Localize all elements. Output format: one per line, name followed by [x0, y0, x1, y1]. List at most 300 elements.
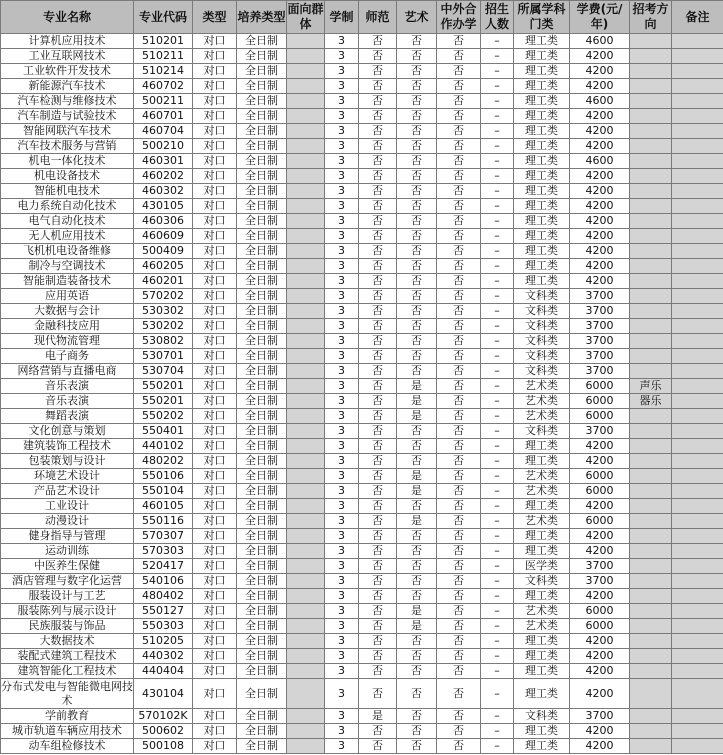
- cell-normal: 否: [359, 274, 397, 289]
- cell-normal: 否: [359, 64, 397, 79]
- header-cell-discipline: 所属学科门类: [514, 1, 570, 34]
- cell-type: 对口: [193, 259, 237, 274]
- cell-enrollment: –: [481, 79, 514, 94]
- cell-enrollment: –: [481, 574, 514, 589]
- cell-training-type: 全日制: [237, 634, 287, 649]
- cell-duration: 3: [325, 634, 359, 649]
- cell-major-name: 无人机应用技术: [1, 229, 134, 244]
- cell-remarks: [672, 529, 723, 544]
- cell-major-code: 570303: [134, 544, 193, 559]
- cell-major-name: 现代物流管理: [1, 334, 134, 349]
- cell-remarks: [672, 229, 723, 244]
- cell-discipline: 文科类: [514, 424, 570, 439]
- cell-discipline: 理工类: [514, 454, 570, 469]
- cell-type: 对口: [193, 619, 237, 634]
- cell-discipline: 文科类: [514, 574, 570, 589]
- cell-training-type: 全日制: [237, 304, 287, 319]
- cell-remarks: [672, 319, 723, 334]
- cell-enrollment: –: [481, 94, 514, 109]
- cell-exam-direction: [630, 259, 672, 274]
- cell-normal: 否: [359, 739, 397, 754]
- cell-normal: 否: [359, 529, 397, 544]
- cell-joint-program: 否: [437, 604, 481, 619]
- cell-joint-program: 否: [437, 274, 481, 289]
- cell-normal: 否: [359, 619, 397, 634]
- cell-tuition: 4200: [570, 139, 630, 154]
- cell-major-name: 学前教育: [1, 709, 134, 724]
- table-row: [1, 94, 723, 109]
- cell-major-name: 运动训练: [1, 544, 134, 559]
- cell-type: 对口: [193, 469, 237, 484]
- cell-joint-program: 否: [437, 709, 481, 724]
- cell-target-group: [287, 604, 325, 619]
- cell-remarks: [672, 604, 723, 619]
- cell-remarks: [672, 379, 723, 394]
- cell-tuition: 4200: [570, 64, 630, 79]
- cell-training-type: 全日制: [237, 394, 287, 409]
- cell-discipline: 理工类: [514, 34, 570, 49]
- cell-remarks: [672, 124, 723, 139]
- cell-art: 否: [397, 274, 437, 289]
- cell-exam-direction: [630, 169, 672, 184]
- cell-art: 否: [397, 679, 437, 709]
- cell-type: 对口: [193, 724, 237, 739]
- cell-remarks: [672, 544, 723, 559]
- cell-training-type: 全日制: [237, 559, 287, 574]
- cell-art: 否: [397, 184, 437, 199]
- header-cell-major-name: 专业名称: [1, 1, 134, 34]
- cell-exam-direction: [630, 619, 672, 634]
- cell-type: 对口: [193, 139, 237, 154]
- cell-exam-direction: [630, 604, 672, 619]
- cell-remarks: [672, 304, 723, 319]
- cell-remarks: [672, 64, 723, 79]
- cell-training-type: 全日制: [237, 154, 287, 169]
- cell-enrollment: –: [481, 514, 514, 529]
- cell-duration: 3: [325, 79, 359, 94]
- cell-training-type: 全日制: [237, 319, 287, 334]
- cell-joint-program: 否: [437, 409, 481, 424]
- cell-joint-program: 否: [437, 154, 481, 169]
- cell-normal: 否: [359, 154, 397, 169]
- cell-joint-program: 否: [437, 454, 481, 469]
- header-cell-training-type: 培养类型: [237, 1, 287, 34]
- cell-exam-direction: [630, 289, 672, 304]
- cell-type: 对口: [193, 544, 237, 559]
- cell-enrollment: –: [481, 679, 514, 709]
- header-row: [1, 1, 723, 34]
- cell-tuition: 4200: [570, 739, 630, 754]
- cell-discipline: 理工类: [514, 259, 570, 274]
- cell-joint-program: 否: [437, 94, 481, 109]
- cell-tuition: 6000: [570, 469, 630, 484]
- cell-exam-direction: [630, 364, 672, 379]
- cell-duration: 3: [325, 559, 359, 574]
- cell-remarks: [672, 79, 723, 94]
- cell-major-name: 电力系统自动化技术: [1, 199, 134, 214]
- cell-duration: 3: [325, 214, 359, 229]
- cell-normal: 否: [359, 469, 397, 484]
- cell-exam-direction: [630, 274, 672, 289]
- cell-joint-program: 否: [437, 169, 481, 184]
- cell-duration: 3: [325, 274, 359, 289]
- cell-discipline: 艺术类: [514, 514, 570, 529]
- cell-enrollment: –: [481, 169, 514, 184]
- cell-exam-direction: [630, 559, 672, 574]
- cell-remarks: [672, 94, 723, 109]
- cell-discipline: 理工类: [514, 724, 570, 739]
- cell-training-type: 全日制: [237, 649, 287, 664]
- cell-type: 对口: [193, 79, 237, 94]
- cell-type: 对口: [193, 424, 237, 439]
- table-row: [1, 124, 723, 139]
- cell-major-code: 550201: [134, 394, 193, 409]
- cell-major-code: 550106: [134, 469, 193, 484]
- cell-type: 对口: [193, 244, 237, 259]
- cell-type: 对口: [193, 34, 237, 49]
- cell-duration: 3: [325, 124, 359, 139]
- cell-target-group: [287, 634, 325, 649]
- cell-art: 是: [397, 514, 437, 529]
- header-cell-remarks: 备注: [672, 1, 723, 34]
- table-row: [1, 304, 723, 319]
- cell-discipline: 文科类: [514, 304, 570, 319]
- cell-remarks: [672, 139, 723, 154]
- table-row: [1, 709, 723, 724]
- cell-enrollment: –: [481, 619, 514, 634]
- cell-normal: 否: [359, 244, 397, 259]
- cell-target-group: [287, 589, 325, 604]
- table-row: [1, 364, 723, 379]
- table-row: [1, 574, 723, 589]
- header-cell-art: 艺术: [397, 1, 437, 34]
- cell-remarks: [672, 739, 723, 754]
- cell-tuition: 4200: [570, 454, 630, 469]
- cell-normal: 否: [359, 34, 397, 49]
- cell-tuition: 3700: [570, 319, 630, 334]
- cell-training-type: 全日制: [237, 139, 287, 154]
- cell-enrollment: –: [481, 334, 514, 349]
- cell-target-group: [287, 64, 325, 79]
- cell-joint-program: 否: [437, 184, 481, 199]
- table-row: [1, 244, 723, 259]
- cell-normal: 否: [359, 574, 397, 589]
- cell-discipline: 理工类: [514, 79, 570, 94]
- table-row: [1, 649, 723, 664]
- cell-discipline: 艺术类: [514, 484, 570, 499]
- cell-exam-direction: [630, 124, 672, 139]
- cell-enrollment: –: [481, 724, 514, 739]
- cell-major-code: 460609: [134, 229, 193, 244]
- cell-target-group: [287, 559, 325, 574]
- cell-training-type: 全日制: [237, 244, 287, 259]
- cell-target-group: [287, 49, 325, 64]
- cell-training-type: 全日制: [237, 484, 287, 499]
- cell-training-type: 全日制: [237, 334, 287, 349]
- cell-tuition: 4200: [570, 544, 630, 559]
- cell-normal: 否: [359, 409, 397, 424]
- cell-duration: 3: [325, 379, 359, 394]
- cell-tuition: 6000: [570, 604, 630, 619]
- cell-type: 对口: [193, 109, 237, 124]
- cell-enrollment: –: [481, 409, 514, 424]
- table-row: [1, 589, 723, 604]
- cell-tuition: 6000: [570, 619, 630, 634]
- cell-discipline: 理工类: [514, 169, 570, 184]
- cell-discipline: 理工类: [514, 214, 570, 229]
- cell-type: 对口: [193, 229, 237, 244]
- table-row: [1, 379, 723, 394]
- cell-remarks: [672, 619, 723, 634]
- cell-remarks: [672, 274, 723, 289]
- cell-enrollment: –: [481, 289, 514, 304]
- cell-tuition: 3700: [570, 334, 630, 349]
- cell-major-code: 480402: [134, 589, 193, 604]
- cell-joint-program: 否: [437, 589, 481, 604]
- cell-enrollment: –: [481, 109, 514, 124]
- cell-normal: 否: [359, 304, 397, 319]
- table-row: [1, 529, 723, 544]
- cell-discipline: 理工类: [514, 439, 570, 454]
- cell-normal: 否: [359, 184, 397, 199]
- cell-art: 否: [397, 259, 437, 274]
- cell-tuition: 6000: [570, 379, 630, 394]
- cell-normal: 否: [359, 79, 397, 94]
- cell-target-group: [287, 709, 325, 724]
- cell-art: 否: [397, 214, 437, 229]
- header-cell-exam-direction: 招考方向: [630, 1, 672, 34]
- cell-training-type: 全日制: [237, 469, 287, 484]
- cell-enrollment: –: [481, 364, 514, 379]
- cell-major-name: 应用英语: [1, 289, 134, 304]
- cell-duration: 3: [325, 289, 359, 304]
- cell-target-group: [287, 214, 325, 229]
- cell-discipline: 文科类: [514, 364, 570, 379]
- cell-remarks: [672, 709, 723, 724]
- cell-duration: 3: [325, 199, 359, 214]
- cell-major-code: 550127: [134, 604, 193, 619]
- cell-enrollment: –: [481, 439, 514, 454]
- cell-training-type: 全日制: [237, 199, 287, 214]
- cell-exam-direction: [630, 709, 672, 724]
- cell-normal: 否: [359, 424, 397, 439]
- cell-target-group: [287, 454, 325, 469]
- cell-enrollment: –: [481, 589, 514, 604]
- table-row: [1, 724, 723, 739]
- cell-tuition: 4200: [570, 274, 630, 289]
- cell-duration: 3: [325, 739, 359, 754]
- table-row: [1, 79, 723, 94]
- cell-enrollment: –: [481, 349, 514, 364]
- cell-major-code: 430105: [134, 199, 193, 214]
- cell-art: 是: [397, 484, 437, 499]
- cell-art: 否: [397, 709, 437, 724]
- cell-joint-program: 否: [437, 289, 481, 304]
- cell-type: 对口: [193, 634, 237, 649]
- cell-major-name: 机电设备技术: [1, 169, 134, 184]
- cell-major-name: 制冷与空调技术: [1, 259, 134, 274]
- cell-type: 对口: [193, 289, 237, 304]
- cell-normal: 否: [359, 454, 397, 469]
- cell-exam-direction: [630, 64, 672, 79]
- cell-art: 是: [397, 379, 437, 394]
- cell-remarks: [672, 454, 723, 469]
- table-row: [1, 139, 723, 154]
- cell-remarks: [672, 634, 723, 649]
- cell-discipline: 理工类: [514, 109, 570, 124]
- cell-major-name: 民族服装与饰品: [1, 619, 134, 634]
- cell-training-type: 全日制: [237, 619, 287, 634]
- cell-target-group: [287, 379, 325, 394]
- cell-art: 否: [397, 364, 437, 379]
- cell-enrollment: –: [481, 214, 514, 229]
- cell-joint-program: 否: [437, 259, 481, 274]
- cell-major-name: 环境艺术设计: [1, 469, 134, 484]
- cell-tuition: 3700: [570, 559, 630, 574]
- table-row: [1, 274, 723, 289]
- cell-type: 对口: [193, 664, 237, 679]
- cell-enrollment: –: [481, 469, 514, 484]
- cell-major-code: 550104: [134, 484, 193, 499]
- cell-major-name: 计算机应用技术: [1, 34, 134, 49]
- cell-discipline: 理工类: [514, 49, 570, 64]
- cell-art: 否: [397, 289, 437, 304]
- cell-enrollment: –: [481, 304, 514, 319]
- cell-exam-direction: [630, 574, 672, 589]
- cell-type: 对口: [193, 679, 237, 709]
- cell-major-code: 550303: [134, 619, 193, 634]
- cell-art: 否: [397, 349, 437, 364]
- cell-normal: 否: [359, 724, 397, 739]
- cell-tuition: 4200: [570, 124, 630, 139]
- cell-remarks: [672, 169, 723, 184]
- cell-target-group: [287, 244, 325, 259]
- cell-joint-program: 否: [437, 484, 481, 499]
- cell-art: 否: [397, 739, 437, 754]
- cell-type: 对口: [193, 199, 237, 214]
- cell-art: 否: [397, 334, 437, 349]
- cell-training-type: 全日制: [237, 544, 287, 559]
- cell-remarks: [672, 574, 723, 589]
- cell-major-name: 智能机电技术: [1, 184, 134, 199]
- cell-type: 对口: [193, 379, 237, 394]
- cell-target-group: [287, 409, 325, 424]
- cell-discipline: 理工类: [514, 94, 570, 109]
- cell-major-name: 电气自动化技术: [1, 214, 134, 229]
- cell-discipline: 理工类: [514, 124, 570, 139]
- cell-major-code: 460201: [134, 274, 193, 289]
- cell-normal: 否: [359, 139, 397, 154]
- cell-major-name: 金融科技应用: [1, 319, 134, 334]
- cell-art: 是: [397, 619, 437, 634]
- cell-enrollment: –: [481, 739, 514, 754]
- cell-exam-direction: [630, 49, 672, 64]
- cell-exam-direction: [630, 454, 672, 469]
- cell-major-code: 460301: [134, 154, 193, 169]
- cell-discipline: 理工类: [514, 244, 570, 259]
- cell-target-group: [287, 544, 325, 559]
- cell-remarks: [672, 34, 723, 49]
- cell-major-code: 460302: [134, 184, 193, 199]
- cell-normal: 否: [359, 109, 397, 124]
- table-row: [1, 349, 723, 364]
- cell-normal: 否: [359, 394, 397, 409]
- cell-enrollment: –: [481, 319, 514, 334]
- cell-duration: 3: [325, 499, 359, 514]
- cell-art: 是: [397, 469, 437, 484]
- cell-training-type: 全日制: [237, 499, 287, 514]
- header-cell-duration: 学制: [325, 1, 359, 34]
- cell-training-type: 全日制: [237, 679, 287, 709]
- cell-duration: 3: [325, 394, 359, 409]
- cell-discipline: 理工类: [514, 544, 570, 559]
- cell-normal: 否: [359, 124, 397, 139]
- cell-type: 对口: [193, 154, 237, 169]
- cell-normal: 否: [359, 514, 397, 529]
- cell-tuition: 4200: [570, 634, 630, 649]
- cell-training-type: 全日制: [237, 79, 287, 94]
- cell-type: 对口: [193, 454, 237, 469]
- cell-joint-program: 否: [437, 469, 481, 484]
- cell-remarks: [672, 199, 723, 214]
- cell-duration: 3: [325, 454, 359, 469]
- cell-training-type: 全日制: [237, 214, 287, 229]
- cell-joint-program: 否: [437, 304, 481, 319]
- cell-art: 是: [397, 394, 437, 409]
- header-cell-normal: 师范: [359, 1, 397, 34]
- cell-major-code: 570202: [134, 289, 193, 304]
- cell-target-group: [287, 499, 325, 514]
- cell-art: 否: [397, 139, 437, 154]
- cell-tuition: 4600: [570, 34, 630, 49]
- table-row: [1, 199, 723, 214]
- cell-discipline: 艺术类: [514, 409, 570, 424]
- cell-enrollment: –: [481, 379, 514, 394]
- cell-major-name: 大数据与会计: [1, 304, 134, 319]
- cell-training-type: 全日制: [237, 379, 287, 394]
- cell-discipline: 医学类: [514, 559, 570, 574]
- cell-duration: 3: [325, 349, 359, 364]
- cell-tuition: 3700: [570, 304, 630, 319]
- cell-normal: 是: [359, 709, 397, 724]
- cell-enrollment: –: [481, 544, 514, 559]
- cell-duration: 3: [325, 34, 359, 49]
- cell-training-type: 全日制: [237, 454, 287, 469]
- cell-exam-direction: 器乐: [630, 394, 672, 409]
- cell-normal: 否: [359, 679, 397, 709]
- cell-enrollment: –: [481, 604, 514, 619]
- cell-normal: 否: [359, 559, 397, 574]
- cell-art: 否: [397, 529, 437, 544]
- cell-major-name: 大数据技术: [1, 634, 134, 649]
- cell-major-name: 汽车制造与试验技术: [1, 109, 134, 124]
- cell-duration: 3: [325, 484, 359, 499]
- cell-exam-direction: [630, 244, 672, 259]
- cell-major-code: 500409: [134, 244, 193, 259]
- cell-major-name: 包装策划与设计: [1, 454, 134, 469]
- cell-major-code: 570102K: [134, 709, 193, 724]
- cell-discipline: 艺术类: [514, 604, 570, 619]
- cell-target-group: [287, 349, 325, 364]
- cell-discipline: 文科类: [514, 289, 570, 304]
- cell-enrollment: –: [481, 634, 514, 649]
- cell-normal: 否: [359, 649, 397, 664]
- cell-joint-program: 否: [437, 424, 481, 439]
- cell-training-type: 全日制: [237, 349, 287, 364]
- cell-target-group: [287, 664, 325, 679]
- cell-major-code: 510214: [134, 64, 193, 79]
- cell-target-group: [287, 574, 325, 589]
